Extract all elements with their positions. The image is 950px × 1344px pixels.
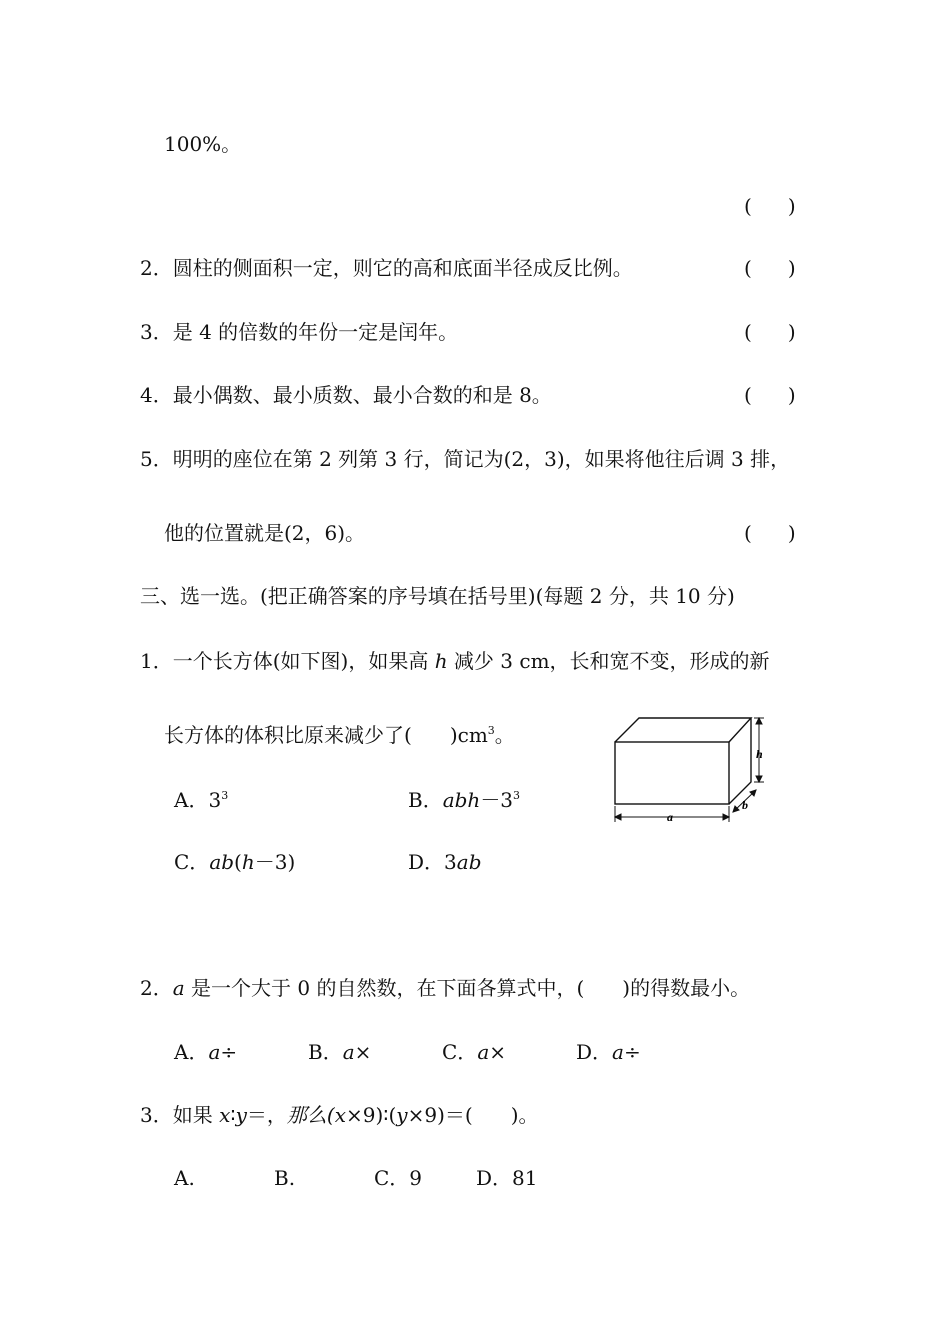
option-c[interactable]: C．ab(h－3) <box>174 850 296 874</box>
paren-close: ) <box>787 383 796 407</box>
mc-question-1: 1．一个长方体(如下图)，如果高 h 减少 3 cm，长和宽不变，形成的新 <box>140 649 770 673</box>
q2-option-d[interactable]: D．a÷ <box>576 1040 641 1064</box>
paren-close: ) <box>787 521 796 545</box>
option-d[interactable]: D．3ab <box>408 850 482 874</box>
paren-close: ) <box>787 256 796 280</box>
answer-parens-1[interactable] <box>744 194 796 218</box>
mc-question-2: 2．a 是一个大于 0 的自然数，在下面各算式中，( )的得数最小。 <box>140 976 751 1000</box>
cuboid-figure <box>605 712 785 830</box>
paren-open: ( <box>744 256 752 280</box>
question-4: 4．最小偶数、最小质数、最小合数的和是 8。 <box>140 383 552 407</box>
cuboid-top-face <box>615 718 751 742</box>
question-5-continuation: 他的位置就是(2，6)。 <box>164 521 366 545</box>
question-5: 5．明明的座位在第 2 列第 3 行，简记为(2，3)，如果将他往后调 3 排， <box>140 447 791 471</box>
continuation-line: 100%。 <box>164 132 242 156</box>
q3-option-c[interactable]: C．9 <box>374 1166 423 1190</box>
label-a: a <box>667 810 673 824</box>
option-a[interactable]: A．$3^3$ <box>174 788 229 812</box>
paren-open: ( <box>744 320 752 344</box>
label-b: b <box>742 798 748 812</box>
q3-option-b[interactable]: B. <box>274 1166 296 1190</box>
q3-option-d[interactable]: D．81 <box>476 1166 538 1190</box>
paren-open: ( <box>744 194 752 218</box>
option-b[interactable]: B．$abh-3^3$ <box>408 788 521 812</box>
mc-question-3: 3．如果 x∶y＝，那么(x×9)∶(y×9)＝( )。 <box>140 1103 539 1127</box>
q2-option-c[interactable]: C．a× <box>442 1040 507 1064</box>
answer-parens-3[interactable] <box>744 320 796 344</box>
q3-option-a[interactable]: A. <box>174 1166 195 1190</box>
q2-option-a[interactable]: A．a÷ <box>174 1040 238 1064</box>
answer-parens-4[interactable] <box>744 383 796 407</box>
paren-open: ( <box>744 383 752 407</box>
answer-parens-2[interactable] <box>744 256 796 280</box>
paren-close: ) <box>787 194 796 218</box>
answer-parens-5[interactable] <box>744 521 796 545</box>
mc-question-1-continuation: 长方体的体积比原来减少了( )$cm^3$。 <box>164 723 515 747</box>
paren-close: ) <box>787 320 796 344</box>
label-h: h <box>756 747 763 761</box>
cuboid-front-face <box>615 742 729 804</box>
question-3: 3．是 4 的倍数的年份一定是闰年。 <box>140 320 459 344</box>
question-2: 2．圆柱的侧面积一定，则它的高和底面半径成反比例。 <box>140 256 633 280</box>
section-title: 三、选一选。(把正确答案的序号填在括号里)(每题 2 分，共 10 分) <box>140 584 735 608</box>
paren-open: ( <box>744 521 752 545</box>
q2-option-b[interactable]: B．a× <box>308 1040 372 1064</box>
